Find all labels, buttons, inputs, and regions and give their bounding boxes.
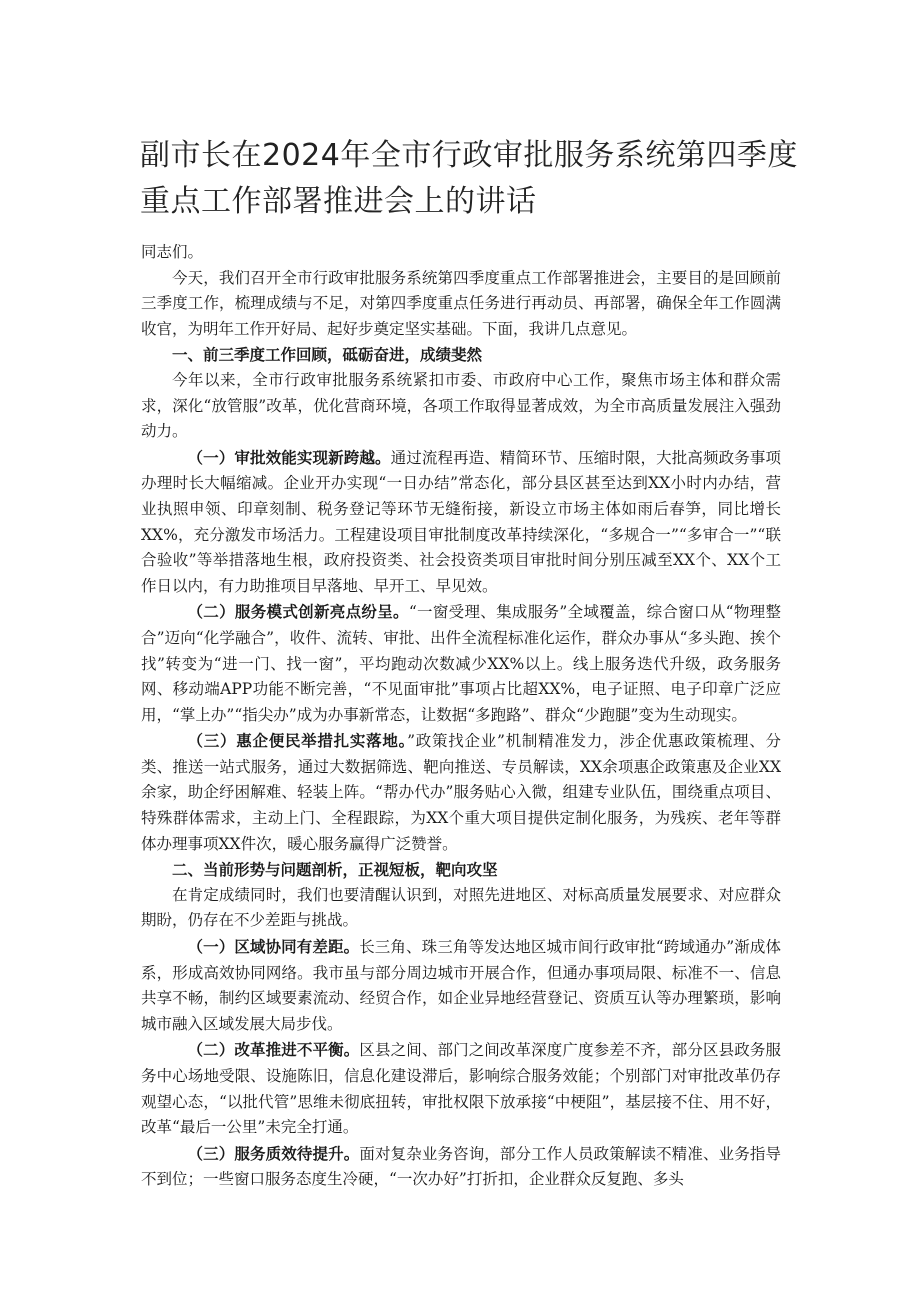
- paragraph-text: ”政策找企业”机制精准发力，涉企优惠政策梳理、分类、推送一站式服务，通过大数据筛选、靶向推送、专员解读，XX余项惠企政策惠及企业XX余家，助企纾困解难、轻装上阵。“帮办代办”服务贴心入微，组建专业队伍，围绕重点项目、特殊群体需求，主动上门、全程跟踪，为XX个重大项目提供定制化服务，为残疾、老年等群体办理事项XX件次，暖心服务赢得广泛赞誉。: [141, 732, 781, 853]
- paragraph: [141, 368, 781, 445]
- subsection-paragraph: [141, 1037, 781, 1140]
- subsection-lead: （一）区域协同有差距。: [187, 937, 360, 957]
- greeting: 同志们。: [141, 243, 204, 261]
- subsection-lead: （三）服务质效待提升。: [187, 1143, 360, 1163]
- paragraph-text: “一窗受理、集成服务”全域覆盖，综合窗口从“物理整合”迈向“化学融合”，收件、流转、审批、出件全流程标准化运作，群众办事从“多头跑、挨个找”转变为“进一门、找一窗”，平均跑动次数减少XX%以上。线上服务迭代升级，政务服务网、移动端APP功能不断完善，“不见面审批”事项占比超XX%，电子证照、电子印章广泛应用，“掌上办”“指尖办”成为办事新常态，让数据“多跑路”、群众“少跑腿”变为生动现实。: [141, 603, 781, 724]
- subsection-lead: （一）审批效能实现新跨越。: [187, 447, 391, 467]
- subsection-paragraph: [141, 599, 781, 728]
- paragraph-text: 今年以来，全市行政审批服务系统紧扣市委、市政府中心工作，聚焦市场主体和群众需求，深化“放管服”改革，优化营商环境，各项工作取得显著成效，为全市高质量发展注入强劲动力。: [141, 370, 781, 441]
- subsection-lead: （三）惠企便民举措扎实落地。: [187, 731, 408, 751]
- paragraph-text: 面对复杂业务咨询，部分工作人员政策解读不精准、业务指导不到位；一些窗口服务态度生冷硬，“一次办好”打折扣，企业群众反复跑、多头: [141, 1144, 781, 1189]
- subsection-lead: （二）改革推进不平衡。: [187, 1040, 360, 1060]
- document-title: 副市长在2024年全市行政审批服务系统第四季度重点工作部署推进会上的讲话: [140, 138, 798, 219]
- paragraph-text: 今天，我们召开全市行政审批服务系统第四季度重点工作部署推进会，主要目的是回顾前三季度工作，梳理成绩与不足，对第四季度重点任务进行再动员、再部署，确保全年工作圆满收官，为明年工作开好局、起好步奠定坚实基础。下面，我讲几点意见。: [141, 268, 781, 338]
- document-body: [141, 240, 781, 1193]
- paragraph: [141, 266, 781, 343]
- section-heading-text: 一、前三季度工作回顾，砥砺奋进，成绩斐然: [172, 345, 483, 365]
- subsection-paragraph: [141, 728, 781, 857]
- subsection-lead: （二）服务模式创新亮点纷呈。: [187, 602, 409, 622]
- subsection-paragraph: [141, 934, 781, 1037]
- section-heading-text: 二、当前形势与问题剖析，正视短板，靶向攻坚: [172, 860, 498, 880]
- section-heading: [141, 857, 781, 883]
- section-heading: [141, 342, 781, 368]
- paragraph-text: 通过流程再造、精简环节、压缩时限，大批高频政务事项办理时长大幅缩减。企业开办实现“一日办结”常态化，部分县区甚至达到XX小时内办结，营业执照申领、印章刻制、税务登记等环节无缝衔接，新设立市场主体如雨后春笋，同比增长XX%，充分激发市场活力。工程建设项目审批制度改革持续深化，“多规合一”“多审合一”“联合验收”等举措落地生根，政府投资类、社会投资类项目审批时间分别压减至XX个、XX个工作日以内，有力助推项目早落地、早开工、早见效。: [141, 448, 781, 595]
- paragraph-text: 长三角、珠三角等发达地区城市间行政审批“跨域通办”渐成体系，形成高效协同网络。我市虽与部分周边城市开展合作，但通办事项局限、标准不一、信息共享不畅，制约区域要素流动、经贸合作，如企业异地经营登记、资质互认等办理繁琐，影响城市融入区域发展大局步伐。: [141, 938, 781, 1033]
- paragraph: [141, 883, 781, 934]
- paragraph-text: 在肯定成绩同时，我们也要清醒认识到，对照先进地区、对标高质量发展要求、对应群众期盼，仍存在不少差距与挑战。: [141, 885, 781, 930]
- subsection-paragraph: [141, 1141, 781, 1193]
- subsection-paragraph: [141, 445, 781, 600]
- paragraph-text: 区县之间、部门之间改革深度广度参差不齐，部分区县政务服务中心场地受限、设施陈旧，信息化建设滞后，影响综合服务效能；个别部门对审批改革仍存观望心态，“以批代管”思维未彻底扭转，审批权限下放承接“中梗阻”，基层接不住、用不好，改革“最后一公里”未完全打通。: [141, 1041, 781, 1137]
